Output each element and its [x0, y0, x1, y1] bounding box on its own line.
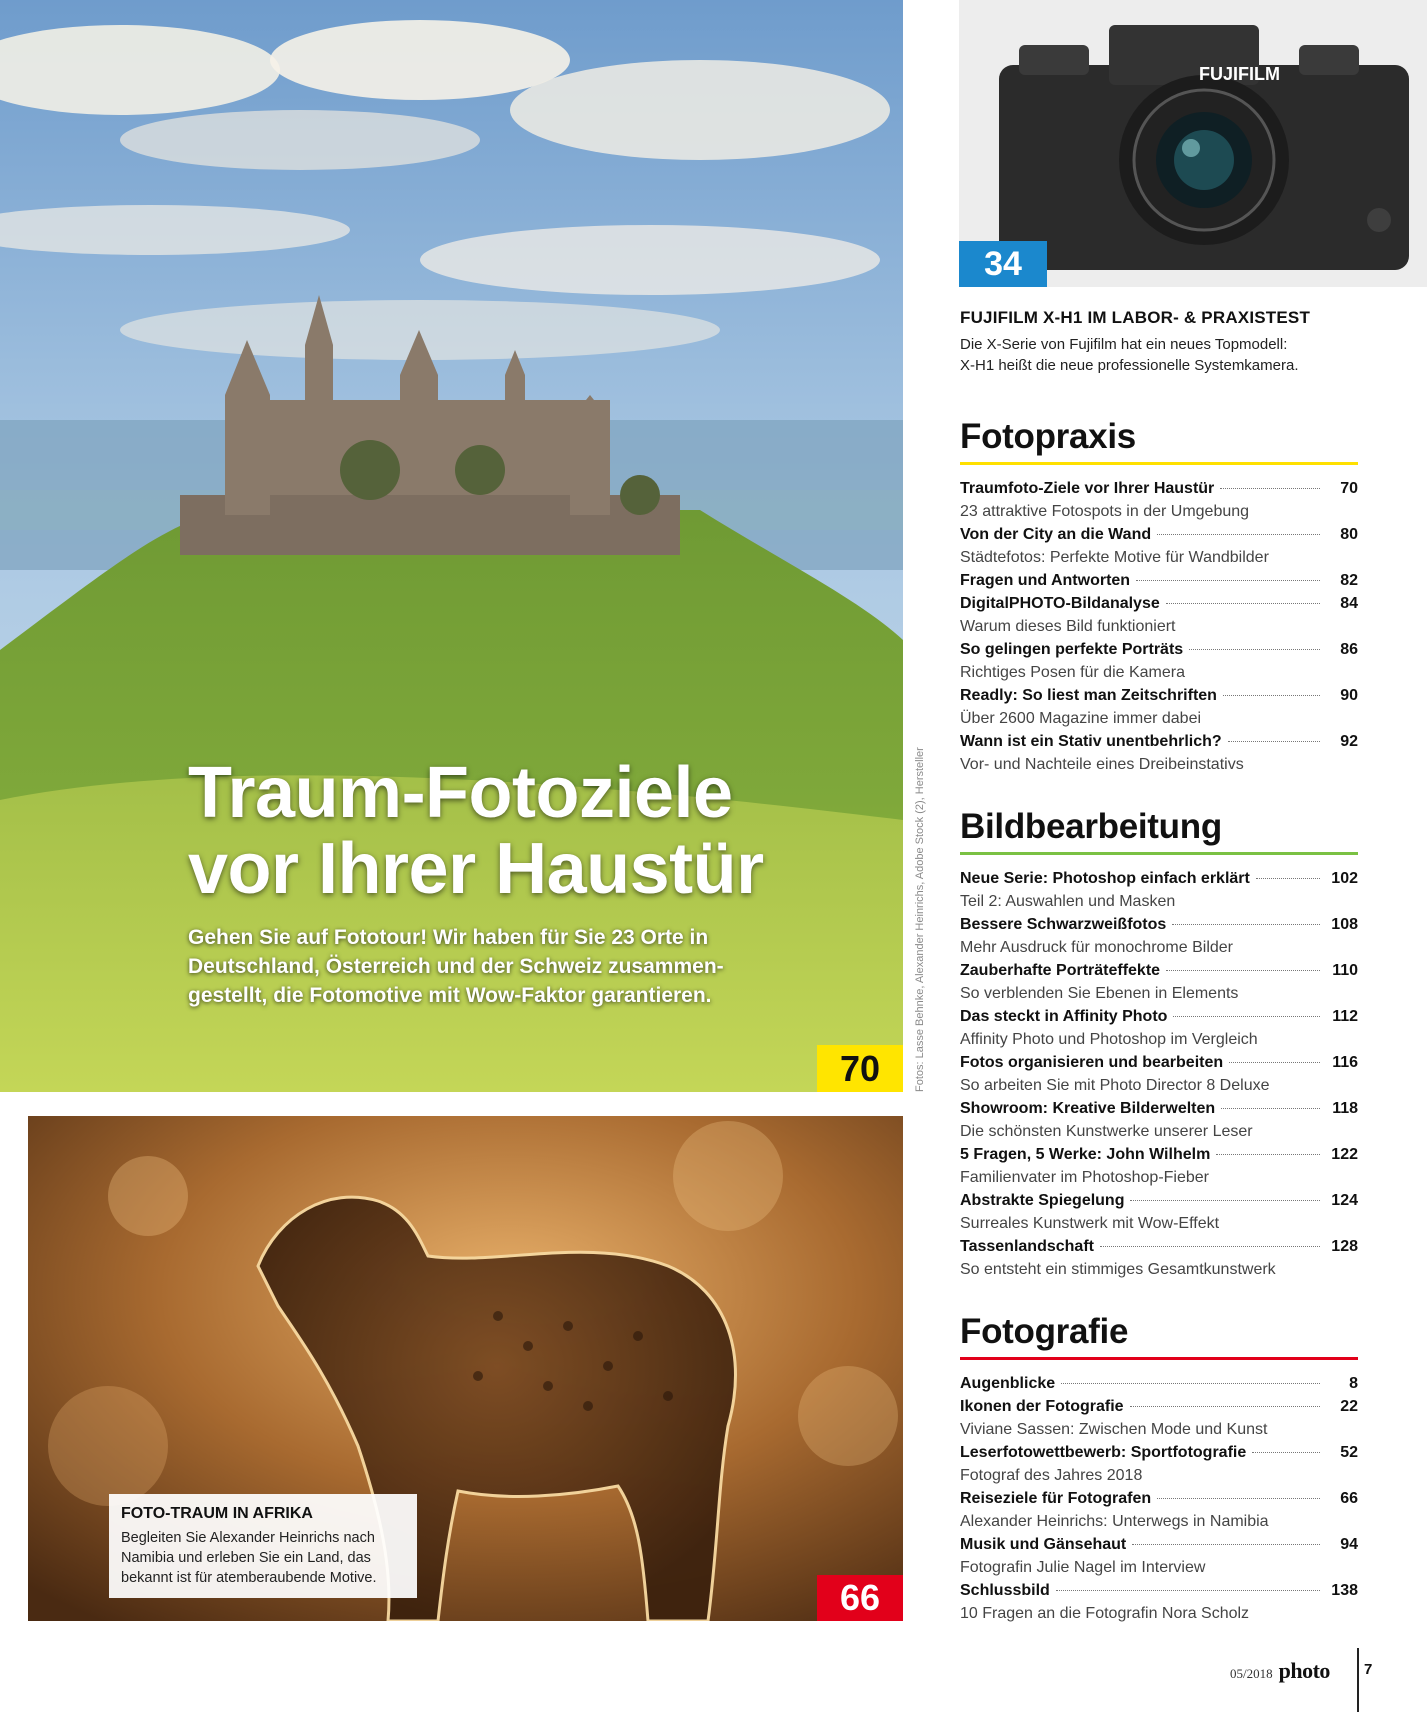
toc-entry[interactable] [960, 638, 1358, 684]
toc-leader [1130, 1200, 1320, 1201]
toc-entry-page: 128 [1331, 1238, 1358, 1255]
toc-section-fotopraxis [960, 416, 1358, 776]
camera-brand-label: FUJIFILM [1199, 64, 1280, 84]
hero-lead [188, 923, 828, 1010]
toc-entry-subtitle: Warum dieses Bild funktioniert [960, 618, 1176, 635]
toc-entry-title: Musik und Gänsehaut [960, 1536, 1127, 1553]
toc-entry-title: Zauberhafte Porträteffekte [960, 962, 1161, 979]
toc-leader [1189, 649, 1320, 650]
toc-entry-page: 116 [1332, 1054, 1358, 1071]
cheetah-caption-text [121, 1528, 405, 1588]
toc-entry-page: 82 [1340, 572, 1358, 589]
hero-title [188, 755, 888, 907]
toc-entry-title: Tassenlandschaft [960, 1238, 1094, 1255]
camera-headline: FUJIFILM X-H1 IM LABOR- & PRAXISTEST [960, 308, 1311, 327]
toc-entry-title: Schlussbild [960, 1582, 1050, 1599]
camera-text [960, 334, 1380, 376]
toc-entry[interactable] [960, 1395, 1358, 1441]
toc-leader [1172, 924, 1320, 925]
toc-entry-subtitle: Fotografin Julie Nagel im Interview [960, 1559, 1206, 1576]
section-rule [960, 462, 1358, 465]
toc-leader [1157, 534, 1320, 535]
toc-entry-page: 52 [1340, 1444, 1358, 1461]
toc-entry[interactable] [960, 1097, 1358, 1143]
toc-entry-subtitle: Viviane Sassen: Zwischen Mode und Kunst [960, 1421, 1268, 1438]
hero-lead-line3: gestellt, die Fotomotive mit Wow-Faktor garantieren. [188, 984, 712, 1007]
toc-entry-title: Showroom: Kreative Bilderwelten [960, 1100, 1216, 1117]
toc-entry[interactable] [960, 684, 1358, 730]
toc-leader [1173, 1016, 1320, 1017]
toc-entry-page: 66 [1340, 1490, 1358, 1507]
toc-leader [1220, 488, 1320, 489]
toc-entry-title: Abstrakte Spiegelung [960, 1192, 1125, 1209]
cheetah-feature[interactable] [28, 1116, 903, 1621]
toc-leader [1056, 1590, 1320, 1591]
toc-leader [1061, 1383, 1320, 1384]
toc-entry-subtitle: Surreales Kunstwerk mit Wow-Effekt [960, 1215, 1220, 1232]
toc-entry-title: Neue Serie: Photoshop einfach erklärt [960, 870, 1250, 887]
toc-entry[interactable] [960, 477, 1358, 523]
toc-leader [1157, 1498, 1320, 1499]
footer-divider [1357, 1648, 1359, 1712]
toc-entry-page: 118 [1332, 1100, 1358, 1117]
toc-entry[interactable] [960, 1579, 1358, 1625]
toc-entry-subtitle: So entsteht ein stimmiges Gesamtkunstwerk [960, 1261, 1276, 1278]
toc-entry-page: 22 [1340, 1398, 1358, 1415]
hero-lead-line2: Deutschland, Österreich und der Schweiz zusammen- [188, 955, 724, 978]
toc-entry-page: 8 [1349, 1375, 1358, 1392]
toc-leader [1252, 1452, 1320, 1453]
toc-entry-subtitle: 23 attraktive Fotospots in der Umgebung [960, 503, 1250, 520]
toc-entry-page: 112 [1332, 1008, 1358, 1025]
toc-section-bildbearbeitung [960, 806, 1358, 1281]
section-rule [960, 852, 1358, 855]
cheetah-page-badge[interactable]: 66 [817, 1575, 903, 1621]
toc-entry-subtitle: Die schönsten Kunstwerke unserer Leser [960, 1123, 1253, 1140]
toc-leader [1100, 1246, 1320, 1247]
toc-entry[interactable] [960, 867, 1358, 913]
page-footer [1230, 1658, 1330, 1684]
section-title: Bildbearbeitung [960, 807, 1222, 846]
toc-entry[interactable] [960, 592, 1358, 638]
toc-entry-subtitle: Affinity Photo und Photoshop im Vergleich [960, 1031, 1258, 1048]
toc-leader [1130, 1406, 1320, 1407]
camera-page-badge[interactable]: 34 [959, 241, 1047, 287]
toc-entry-subtitle: Richtiges Posen für die Kamera [960, 664, 1185, 681]
toc-entry-page: 102 [1331, 870, 1358, 887]
magazine-logo: photo [1278, 1658, 1330, 1683]
toc-entry-title: 5 Fragen, 5 Werke: John Wilhelm [960, 1146, 1211, 1163]
toc-entry[interactable] [960, 1189, 1358, 1235]
toc-leader [1221, 1108, 1320, 1109]
toc-entry-title: Bessere Schwarzweißfotos [960, 916, 1167, 933]
toc-leader [1132, 1544, 1320, 1545]
toc-entry-title: Fragen und Antworten [960, 572, 1131, 589]
cheetah-caption-title: FOTO-TRAUM IN AFRIKA [121, 1505, 313, 1522]
toc-entry[interactable] [960, 959, 1358, 1005]
toc-entry-page: 122 [1331, 1146, 1358, 1163]
cheetah-caption-line3: bekannt ist für atemberaubende Motive. [121, 1570, 377, 1586]
toc-entry-page: 90 [1340, 687, 1358, 704]
toc-entry-title: Das steckt in Affinity Photo [960, 1008, 1168, 1025]
toc-leader [1166, 970, 1320, 971]
toc-entry-subtitle: Mehr Ausdruck für monochrome Bilder [960, 939, 1233, 956]
toc-entry[interactable] [960, 1051, 1358, 1097]
toc-entry[interactable] [960, 1441, 1358, 1487]
hero-title-line2: vor Ihrer Haustür [188, 829, 764, 909]
hero-lead-line1: Gehen Sie auf Fototour! Wir haben für Sie 23 Orte in [188, 926, 709, 949]
toc-entry[interactable] [960, 1533, 1358, 1579]
toc-entry-title: Readly: So liest man Zeitschriften [960, 687, 1217, 704]
page-number: 7 [1364, 1661, 1373, 1678]
camera-text-line2: X-H1 heißt die neue professionelle Systemkamera. [960, 357, 1299, 374]
toc-entry-title: Traumfoto-Ziele vor Ihrer Haustür [960, 480, 1215, 497]
toc-entry[interactable] [960, 523, 1358, 569]
toc-entry[interactable] [960, 913, 1358, 959]
toc-entry-subtitle: Familienvater im Photoshop-Fieber [960, 1169, 1209, 1186]
toc-entry-page: 108 [1331, 916, 1358, 933]
toc-entry[interactable] [960, 730, 1358, 776]
toc-entry[interactable] [960, 1372, 1358, 1395]
toc-leader [1136, 580, 1320, 581]
toc-entry[interactable] [960, 1143, 1358, 1189]
toc-entry[interactable] [960, 1005, 1358, 1051]
toc-leader [1216, 1154, 1320, 1155]
toc-leader [1166, 603, 1320, 604]
toc-entry-subtitle: Vor- und Nachteile eines Dreibeinstativs [960, 756, 1244, 773]
hero-feature[interactable] [0, 0, 903, 1092]
toc-entry-page: 124 [1331, 1192, 1358, 1209]
toc-leader [1223, 695, 1320, 696]
toc-entry-subtitle: So verblenden Sie Ebenen in Elements [960, 985, 1239, 1002]
toc-entry[interactable] [960, 1487, 1358, 1533]
photo-credit: Fotos: Lasse Behnke, Alexander Heinrichs, Adobe Stock (2), Hersteller [914, 747, 926, 1092]
toc-entry-title: Augenblicke [960, 1375, 1056, 1392]
toc-entry-page: 80 [1340, 526, 1358, 543]
toc-entry-page: 84 [1340, 595, 1358, 612]
toc-entry-title: Fotos organisieren und bearbeiten [960, 1054, 1224, 1071]
toc-entry-title: DigitalPHOTO-Bildanalyse [960, 595, 1160, 612]
section-title: Fotopraxis [960, 417, 1136, 456]
toc-entry[interactable] [960, 569, 1358, 592]
toc-entry-subtitle: Über 2600 Magazine immer dabei [960, 710, 1202, 727]
hero-title-line1: Traum-Fotoziele [188, 753, 733, 833]
toc-entry-title: Reiseziele für Fotografen [960, 1490, 1152, 1507]
toc-entry-page: 138 [1331, 1582, 1358, 1599]
issue-label: 05/2018 [1230, 1666, 1273, 1681]
toc-entry-page: 92 [1340, 733, 1358, 750]
toc-entry-title: So gelingen perfekte Porträts [960, 641, 1184, 658]
cheetah-caption-line1: Begleiten Sie Alexander Heinrichs nach [121, 1530, 375, 1546]
toc-entry-title: Ikonen der Fotografie [960, 1398, 1124, 1415]
toc-entry-subtitle: Städtefotos: Perfekte Motive für Wandbilder [960, 549, 1269, 566]
section-rule [960, 1357, 1358, 1360]
toc-entry[interactable] [960, 1235, 1358, 1281]
toc-entry-page: 110 [1332, 962, 1358, 979]
toc-entry-subtitle: 10 Fragen an die Fotografin Nora Scholz [960, 1605, 1250, 1622]
toc-entry-subtitle: Alexander Heinrichs: Unterwegs in Namibia [960, 1513, 1269, 1530]
toc-entry-subtitle: Fotograf des Jahres 2018 [960, 1467, 1143, 1484]
toc-entry-subtitle: So arbeiten Sie mit Photo Director 8 Deluxe [960, 1077, 1270, 1094]
cheetah-caption-box [109, 1494, 417, 1598]
toc-leader [1229, 1062, 1320, 1063]
toc-entry-title: Wann ist ein Stativ unentbehrlich? [960, 733, 1222, 750]
toc-entry-title: Leserfotowettbewerb: Sportfotografie [960, 1444, 1247, 1461]
hero-page-badge[interactable]: 70 [817, 1045, 903, 1092]
toc-leader [1256, 878, 1320, 879]
toc-entry-page: 86 [1340, 641, 1358, 658]
toc-entry-page: 70 [1340, 480, 1358, 497]
toc-leader [1228, 741, 1320, 742]
camera-text-line1: Die X-Serie von Fujifilm hat ein neues Topmodell: [960, 336, 1288, 353]
toc-entry-subtitle: Teil 2: Auswahlen und Masken [960, 893, 1176, 910]
toc-entry-page: 94 [1340, 1536, 1358, 1553]
toc-entry-title: Von der City an die Wand [960, 526, 1152, 543]
toc-section-fotografie [960, 1311, 1358, 1625]
section-title: Fotografie [960, 1312, 1129, 1351]
cheetah-caption-line2: Namibia und erleben Sie ein Land, das [121, 1550, 371, 1566]
